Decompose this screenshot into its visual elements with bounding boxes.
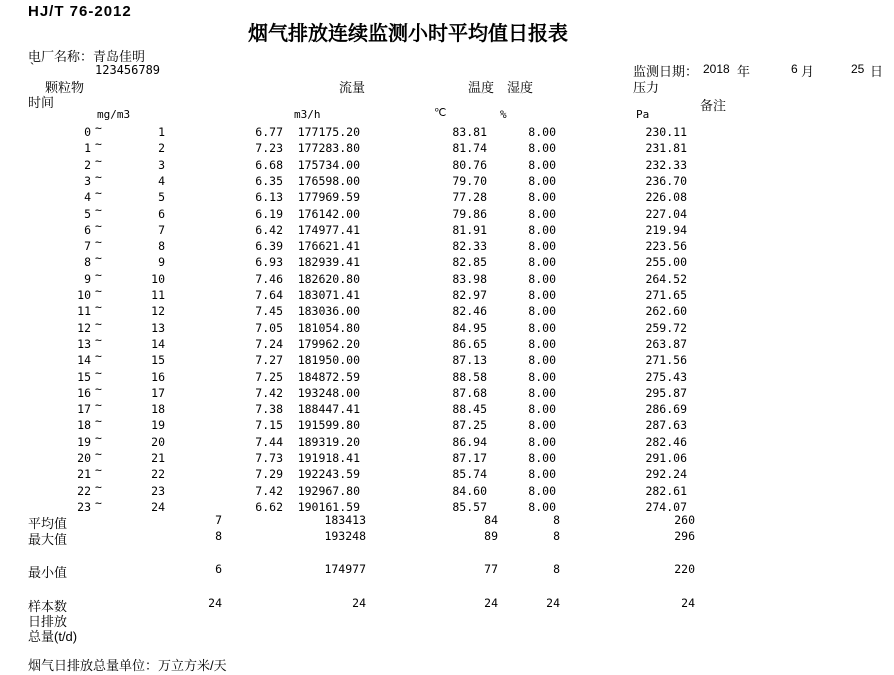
summary-temperature-value: 24 xyxy=(484,596,498,610)
humidity-value: 8.00 xyxy=(528,304,556,319)
pressure-value: 282.46 xyxy=(645,434,687,449)
hour-to: 2 xyxy=(158,141,165,156)
temperature-value: 84.95 xyxy=(452,320,487,335)
hour-to: 14 xyxy=(151,336,165,351)
table-row xyxy=(0,447,894,467)
table-row xyxy=(0,349,894,369)
hour-to: 4 xyxy=(158,173,165,188)
humidity-value: 8.00 xyxy=(528,190,556,205)
temperature-value: 87.13 xyxy=(452,353,487,368)
humidity-value: 8.00 xyxy=(528,255,556,270)
summary-pressure-value: 220 xyxy=(674,562,695,576)
temperature-value: 87.17 xyxy=(452,451,487,465)
hour-separator: ~ xyxy=(95,235,102,250)
pressure-value: 227.04 xyxy=(645,206,687,221)
particulate-value: 7.45 xyxy=(255,304,283,319)
particulate-value: 7.05 xyxy=(255,320,283,335)
column-header-particulate: 颗粒物 xyxy=(45,80,85,95)
summary-humidity-value: 24 xyxy=(546,596,560,610)
particulate-value: 7.64 xyxy=(255,288,283,302)
hour-from: 22 xyxy=(77,483,91,498)
hour-separator: ~ xyxy=(95,349,102,364)
table-row xyxy=(0,398,894,418)
particulate-value: 6.68 xyxy=(255,157,283,172)
humidity-value: 8.00 xyxy=(528,288,556,302)
pressure-value: 295.87 xyxy=(645,385,687,400)
humidity-value: 8.00 xyxy=(528,369,556,384)
hour-to: 16 xyxy=(151,369,165,384)
table-row xyxy=(0,218,894,239)
particulate-value: 7.42 xyxy=(255,385,283,400)
hour-to: 8 xyxy=(158,239,165,254)
table-row xyxy=(0,463,894,483)
humidity-value: 8.00 xyxy=(528,434,556,449)
hourly-rows xyxy=(0,121,894,517)
flow-value: 174977.41 xyxy=(297,222,360,237)
particulate-value: 6.39 xyxy=(255,239,283,254)
pressure-value: 262.60 xyxy=(645,304,687,319)
temperature-value: 77.28 xyxy=(452,190,487,205)
table-row xyxy=(0,284,894,304)
summary-row xyxy=(0,513,894,529)
summary-row xyxy=(0,562,894,578)
flow-value: 189319.20 xyxy=(297,434,360,449)
particulate-value: 7.38 xyxy=(255,402,283,417)
hour-separator: ~ xyxy=(95,300,102,315)
plant-id: 123456789 xyxy=(95,63,161,77)
particulate-value: 7.44 xyxy=(255,434,283,449)
hour-to: 17 xyxy=(151,385,165,400)
hour-separator: ~ xyxy=(95,365,102,380)
hour-to: 15 xyxy=(151,353,165,368)
flow-value: 192243.59 xyxy=(297,467,360,482)
hour-separator: ~ xyxy=(95,398,102,413)
summary-particulate-value: 24 xyxy=(208,596,222,610)
temperature-value: 82.33 xyxy=(452,239,487,254)
pressure-value: 291.06 xyxy=(645,451,687,465)
hour-from: 21 xyxy=(77,467,91,482)
hour-from: 16 xyxy=(77,385,91,400)
pressure-value: 223.56 xyxy=(645,239,687,254)
plant-name-label: 电厂名称： xyxy=(28,49,94,64)
column-header-flow: 流量 xyxy=(339,80,366,95)
unit-humidity: % xyxy=(500,108,507,121)
flow-value: 176598.00 xyxy=(297,173,360,188)
humidity-value: 8.00 xyxy=(528,418,556,433)
flow-value: 176142.00 xyxy=(297,206,360,221)
flow-value: 190161.59 xyxy=(297,499,360,514)
summary-temperature-value: 77 xyxy=(484,562,498,576)
temperature-value: 83.98 xyxy=(452,271,487,286)
flow-value: 181950.00 xyxy=(297,353,360,368)
pressure-value: 275.43 xyxy=(645,369,687,384)
flow-value: 179962.20 xyxy=(297,336,360,351)
hour-from: 20 xyxy=(77,451,91,465)
particulate-value: 7.73 xyxy=(255,451,283,465)
pressure-value: 287.63 xyxy=(645,418,687,433)
temperature-value: 88.58 xyxy=(452,369,487,384)
summary-flow-value: 193248 xyxy=(324,529,366,543)
unit-temperature: ℃ xyxy=(434,106,447,119)
particulate-value: 6.42 xyxy=(255,222,283,237)
particulate-value: 7.46 xyxy=(255,271,283,286)
table-row xyxy=(0,153,894,174)
temperature-value: 87.25 xyxy=(452,418,487,433)
temperature-value: 84.60 xyxy=(452,483,487,498)
summary-label: 最小值 xyxy=(28,565,68,580)
table-row xyxy=(0,235,894,255)
hour-to: 6 xyxy=(158,206,165,221)
monitor-date-year: 2018 xyxy=(703,62,730,76)
flow-value: 181054.80 xyxy=(297,320,360,335)
flow-value: 177969.59 xyxy=(297,190,360,205)
daily-emission-label-line1: 日排放 xyxy=(28,614,68,629)
humidity-value: 8.00 xyxy=(528,222,556,237)
table-row xyxy=(0,381,894,402)
pressure-value: 282.61 xyxy=(645,483,687,498)
table-row xyxy=(0,186,894,206)
column-header-remark: 备注 xyxy=(700,98,727,113)
hour-from: 15 xyxy=(77,369,91,384)
hour-to: 10 xyxy=(151,271,165,286)
hour-from: 5 xyxy=(84,206,91,221)
summary-humidity-value: 8 xyxy=(553,513,560,527)
flow-value: 192967.80 xyxy=(297,483,360,498)
particulate-value: 6.19 xyxy=(255,206,283,221)
hour-separator: ~ xyxy=(95,121,102,135)
temperature-value: 86.94 xyxy=(452,434,487,449)
table-row xyxy=(0,202,894,223)
table-row xyxy=(0,430,894,451)
flow-value: 182939.41 xyxy=(297,255,360,270)
hour-from: 2 xyxy=(84,157,91,172)
flow-value: 184872.59 xyxy=(297,369,360,384)
pressure-value: 286.69 xyxy=(645,402,687,417)
hour-from: 9 xyxy=(84,271,91,286)
hour-separator: ~ xyxy=(95,267,102,282)
temperature-value: 82.97 xyxy=(452,288,487,302)
pressure-value: 271.56 xyxy=(645,353,687,368)
flow-value: 188447.41 xyxy=(297,402,360,417)
hour-to: 5 xyxy=(158,190,165,205)
hour-from: 13 xyxy=(77,336,91,351)
summary-temperature-value: 89 xyxy=(484,529,498,543)
particulate-value: 7.24 xyxy=(255,336,283,351)
particulate-value: 6.93 xyxy=(255,255,283,270)
plant-name-value: 青岛佳明 xyxy=(93,49,146,64)
hour-separator: ~ xyxy=(95,186,102,201)
hour-from: 3 xyxy=(84,173,91,188)
table-row xyxy=(0,267,894,288)
summary-pressure-value: 296 xyxy=(674,529,695,543)
hour-to: 1 xyxy=(158,125,165,139)
table-row xyxy=(0,251,894,271)
hour-separator: ~ xyxy=(95,251,102,266)
hour-separator: ~ xyxy=(95,463,102,478)
flow-value: 183036.00 xyxy=(297,304,360,319)
monitor-date-year-unit: 年 xyxy=(737,64,751,79)
hour-separator: ~ xyxy=(95,479,102,494)
hour-from: 8 xyxy=(84,255,91,270)
unit-particulate: mg/m3 xyxy=(97,108,131,121)
summary-particulate-value: 7 xyxy=(215,513,222,527)
pressure-value: 271.65 xyxy=(645,288,687,302)
flow-value: 177175.20 xyxy=(297,125,360,139)
hour-to: 23 xyxy=(151,483,165,498)
hour-to: 21 xyxy=(151,451,165,465)
humidity-value: 8.00 xyxy=(528,320,556,335)
flow-value: 193248.00 xyxy=(297,385,360,400)
pressure-value: 226.08 xyxy=(645,190,687,205)
humidity-value: 8.00 xyxy=(528,157,556,172)
monitor-date-day: 25 xyxy=(851,62,865,76)
temperature-value: 87.68 xyxy=(452,385,487,400)
hour-to: 12 xyxy=(151,304,165,319)
hour-separator: ~ xyxy=(95,381,102,396)
pressure-value: 230.11 xyxy=(645,125,687,139)
table-row xyxy=(0,479,894,500)
hour-separator: ~ xyxy=(95,169,102,184)
column-header-pressure: 压力 xyxy=(633,80,660,95)
hour-to: 20 xyxy=(151,434,165,449)
summary-row xyxy=(0,596,894,612)
table-row xyxy=(0,332,894,353)
hour-separator: ~ xyxy=(95,153,102,168)
flow-value: 183071.41 xyxy=(297,288,360,302)
hour-separator: ~ xyxy=(95,495,102,510)
pressure-value: 292.24 xyxy=(645,467,687,482)
humidity-value: 8.00 xyxy=(528,353,556,368)
hour-separator: ~ xyxy=(95,332,102,347)
humidity-value: 8.00 xyxy=(528,336,556,351)
hour-to: 22 xyxy=(151,467,165,482)
hour-from: 4 xyxy=(84,190,91,205)
temperature-value: 82.46 xyxy=(452,304,487,319)
hour-separator: ~ xyxy=(95,218,102,233)
page-title: 烟气排放连续监测小时平均值日报表 xyxy=(248,23,568,45)
pressure-value: 232.33 xyxy=(645,157,687,172)
pressure-value: 263.87 xyxy=(645,336,687,351)
humidity-value: 8.00 xyxy=(528,206,556,221)
hour-from: 14 xyxy=(77,353,91,368)
pressure-value: 231.81 xyxy=(645,141,687,156)
hour-from: 10 xyxy=(77,288,91,302)
summary-flow-value: 174977 xyxy=(324,562,366,576)
table-row xyxy=(0,414,894,434)
daily-emission-label-line2: 总量(t/d) xyxy=(28,629,78,644)
temperature-value: 81.91 xyxy=(452,222,487,237)
summary-flow-value: 24 xyxy=(352,596,366,610)
summary-pressure-value: 24 xyxy=(681,596,695,610)
hour-to: 19 xyxy=(151,418,165,433)
humidity-value: 8.00 xyxy=(528,467,556,482)
monitor-date-day-unit: 日 xyxy=(870,64,884,79)
temperature-value: 81.74 xyxy=(452,141,487,156)
humidity-value: 8.00 xyxy=(528,385,556,400)
summary-flow-value: 183413 xyxy=(324,513,366,527)
hour-from: 1 xyxy=(84,141,91,156)
column-header-temperature: 温度 xyxy=(468,80,495,95)
hour-to: 7 xyxy=(158,222,165,237)
particulate-value: 7.15 xyxy=(255,418,283,433)
summary-pressure-value: 260 xyxy=(674,513,695,527)
hour-to: 13 xyxy=(151,320,165,335)
standard-code: HJ/T 76-2012 xyxy=(28,3,132,20)
flow-value: 191599.80 xyxy=(297,418,360,433)
pressure-value: 219.94 xyxy=(645,222,687,237)
summary-particulate-value: 8 xyxy=(215,529,222,543)
pressure-value: 255.00 xyxy=(645,255,687,270)
flow-value: 176621.41 xyxy=(297,239,360,254)
pressure-value: 236.70 xyxy=(645,173,687,188)
hour-from: 0 xyxy=(84,125,91,139)
temperature-value: 80.76 xyxy=(452,157,487,172)
table-row xyxy=(0,137,894,157)
monitor-date-label: 监测日期： xyxy=(633,64,699,79)
humidity-value: 8.00 xyxy=(528,239,556,254)
hour-separator: ~ xyxy=(95,447,102,461)
humidity-value: 8.00 xyxy=(528,173,556,188)
humidity-value: 8.00 xyxy=(528,141,556,156)
temperature-value: 86.65 xyxy=(452,336,487,351)
summary-humidity-value: 8 xyxy=(553,529,560,543)
summary-label: 样本数 xyxy=(28,599,68,614)
particulate-value: 6.35 xyxy=(255,173,283,188)
hour-from: 17 xyxy=(77,402,91,417)
humidity-value: 8.00 xyxy=(528,271,556,286)
temperature-value: 85.57 xyxy=(452,499,487,514)
table-row xyxy=(0,169,894,190)
temperature-value: 85.74 xyxy=(452,467,487,482)
table-row xyxy=(0,300,894,320)
particulate-value: 7.25 xyxy=(255,369,283,384)
hour-from: 11 xyxy=(77,304,91,319)
flow-value: 175734.00 xyxy=(297,157,360,172)
humidity-value: 8.00 xyxy=(528,125,556,139)
particulate-value: 6.77 xyxy=(255,125,283,139)
temperature-value: 79.70 xyxy=(452,173,487,188)
summary-row xyxy=(0,529,894,545)
temperature-value: 79.86 xyxy=(452,206,487,221)
hour-from: 19 xyxy=(77,434,91,449)
summary-temperature-value: 84 xyxy=(484,513,498,527)
hour-from: 12 xyxy=(77,320,91,335)
particulate-value: 7.29 xyxy=(255,467,283,482)
particulate-value: 6.62 xyxy=(255,499,283,514)
pressure-value: 259.72 xyxy=(645,320,687,335)
particulate-value: 6.13 xyxy=(255,190,283,205)
hour-from: 7 xyxy=(84,239,91,254)
temperature-value: 88.45 xyxy=(452,402,487,417)
hour-separator: ~ xyxy=(95,284,102,298)
flow-value: 177283.80 xyxy=(297,141,360,156)
temperature-value: 82.85 xyxy=(452,255,487,270)
hour-from: 23 xyxy=(77,499,91,514)
unit-pressure: Pa xyxy=(636,108,650,121)
particulate-value: 7.42 xyxy=(255,483,283,498)
hour-from: 18 xyxy=(77,418,91,433)
hour-separator: ~ xyxy=(95,202,102,217)
summary-label: 平均值 xyxy=(28,516,68,531)
table-row xyxy=(0,365,894,386)
column-header-humidity: 湿度 xyxy=(507,80,534,95)
flow-value: 191918.41 xyxy=(297,451,360,465)
hour-separator: ~ xyxy=(95,316,102,331)
column-header-time: 时间 xyxy=(28,95,55,110)
summary-particulate-value: 6 xyxy=(215,562,222,576)
hour-to: 24 xyxy=(151,499,165,514)
humidity-value: 8.00 xyxy=(528,451,556,465)
hour-from: 6 xyxy=(84,222,91,237)
particulate-value: 7.23 xyxy=(255,141,283,156)
hour-separator: ~ xyxy=(95,430,102,445)
footer-note: 烟气日排放总量单位：万立方米/天 xyxy=(28,658,227,673)
table-row xyxy=(0,316,894,337)
monitor-date-month-unit: 月 xyxy=(801,64,815,79)
hour-separator: ~ xyxy=(95,137,102,152)
table-row xyxy=(0,121,894,141)
particulate-value: 7.27 xyxy=(255,353,283,368)
summary-humidity-value: 8 xyxy=(553,562,560,576)
hour-to: 9 xyxy=(158,255,165,270)
hour-separator: ~ xyxy=(95,414,102,429)
monitor-date-month: 6 xyxy=(791,62,798,76)
pressure-value: 264.52 xyxy=(645,271,687,286)
summary-label: 最大值 xyxy=(28,532,68,547)
humidity-value: 8.00 xyxy=(528,499,556,514)
hour-to: 18 xyxy=(151,402,165,417)
plant-mark: ` xyxy=(30,60,35,75)
temperature-value: 83.81 xyxy=(452,125,487,139)
pressure-value: 274.07 xyxy=(645,499,687,514)
hour-to: 11 xyxy=(151,288,165,302)
hour-to: 3 xyxy=(158,157,165,172)
humidity-value: 8.00 xyxy=(528,483,556,498)
humidity-value: 8.00 xyxy=(528,402,556,417)
unit-flow: m3/h xyxy=(294,108,321,121)
flow-value: 182620.80 xyxy=(297,271,360,286)
